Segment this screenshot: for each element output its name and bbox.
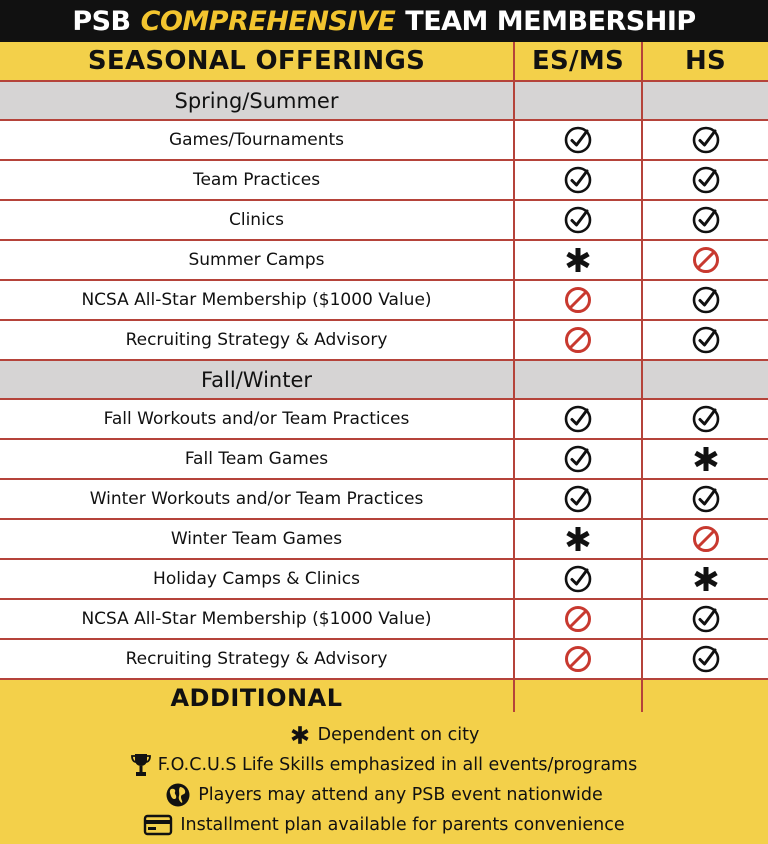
- not-included-icon: [691, 524, 721, 554]
- hs-cell: [643, 640, 768, 678]
- section-name: Fall/Winter: [0, 361, 515, 398]
- header-offerings: SEASONAL OFFERINGS: [0, 42, 515, 80]
- hs-cell: [643, 600, 768, 638]
- legend-item: [0, 780, 768, 810]
- table-row: [0, 560, 768, 600]
- legend-text: Players may attend any PSB event nationwide: [198, 785, 603, 805]
- esms-cell: [515, 161, 643, 199]
- offering-label: Team Practices: [0, 161, 515, 199]
- offering-label: Holiday Camps & Clinics: [0, 560, 515, 598]
- check-icon: [563, 404, 593, 434]
- offering-label: Recruiting Strategy & Advisory: [0, 640, 515, 678]
- check-icon: [563, 564, 593, 594]
- hs-cell: [643, 281, 768, 319]
- section-row: [0, 361, 768, 400]
- check-icon: [563, 444, 593, 474]
- check-icon: [691, 604, 721, 634]
- esms-cell: [515, 560, 643, 598]
- check-icon: [691, 404, 721, 434]
- hs-cell: [643, 560, 768, 598]
- credit-card-icon: [143, 814, 180, 836]
- table-row: [0, 161, 768, 201]
- offering-label: Fall Workouts and/or Team Practices: [0, 400, 515, 438]
- offering-label: Summer Camps: [0, 241, 515, 279]
- hs-cell: [643, 400, 768, 438]
- offering-label: Winter Workouts and/or Team Practices: [0, 480, 515, 518]
- table-row: [0, 201, 768, 241]
- offering-label: Recruiting Strategy & Advisory: [0, 321, 515, 359]
- legend-text: F.O.C.U.S Life Skills emphasized in all events/programs: [157, 755, 638, 775]
- esms-cell: [515, 640, 643, 678]
- table-row: [0, 400, 768, 440]
- hs-cell: [643, 480, 768, 518]
- check-icon: [691, 165, 721, 195]
- offering-label: Fall Team Games: [0, 440, 515, 478]
- legend-item: [0, 720, 768, 750]
- esms-cell: [515, 600, 643, 638]
- not-included-icon: [563, 325, 593, 355]
- offering-label: Clinics: [0, 201, 515, 239]
- table-row: [0, 640, 768, 680]
- legend: [0, 712, 768, 844]
- header-hs: HS: [684, 46, 727, 76]
- section-hs-cell: [643, 82, 768, 119]
- check-icon: [691, 325, 721, 355]
- table-row: [0, 520, 768, 560]
- legend-item: [0, 810, 768, 840]
- not-included-icon: [563, 644, 593, 674]
- legend-text: Dependent on city: [317, 725, 480, 745]
- esms-cell: [515, 321, 643, 359]
- section-name: Spring/Summer: [0, 82, 515, 119]
- hs-cell: [643, 241, 768, 279]
- check-icon: [563, 165, 593, 195]
- asterisk-icon: [691, 444, 721, 474]
- table-row: [0, 281, 768, 321]
- additional-esms-cell: [515, 680, 643, 715]
- esms-cell: [515, 281, 643, 319]
- hs-cell: [643, 321, 768, 359]
- table-row: [0, 600, 768, 640]
- hs-cell: [643, 201, 768, 239]
- table-row: [0, 121, 768, 161]
- check-icon: [691, 484, 721, 514]
- section-hs-cell: [643, 361, 768, 398]
- asterisk-icon: [563, 524, 593, 554]
- asterisk-icon: [289, 724, 318, 746]
- check-icon: [563, 205, 593, 235]
- asterisk-icon: [691, 564, 721, 594]
- esms-cell: [515, 400, 643, 438]
- hs-cell: [643, 121, 768, 159]
- hs-cell: [643, 520, 768, 558]
- trophy-icon: [131, 752, 158, 778]
- esms-cell: [515, 121, 643, 159]
- check-icon: [691, 125, 721, 155]
- esms-cell: [515, 201, 643, 239]
- esms-cell: [515, 520, 643, 558]
- title-suffix: TEAM MEMBERSHIP: [405, 5, 696, 37]
- page-title: [0, 0, 768, 42]
- table-row: [0, 480, 768, 520]
- check-icon: [691, 285, 721, 315]
- legend-text: Installment plan available for parents convenience: [180, 815, 625, 835]
- esms-cell: [515, 241, 643, 279]
- title-prefix: PSB: [72, 5, 131, 37]
- check-icon: [563, 484, 593, 514]
- offering-label: Games/Tournaments: [0, 121, 515, 159]
- header-esms: ES/MS: [515, 42, 643, 80]
- esms-cell: [515, 440, 643, 478]
- additional-hs-cell: [643, 680, 768, 715]
- not-included-icon: [563, 285, 593, 315]
- hs-cell: [643, 161, 768, 199]
- section-esms-cell: [515, 82, 643, 119]
- additional-label: ADDITIONAL: [0, 680, 515, 715]
- asterisk-icon: [563, 245, 593, 275]
- globe-icon: [165, 782, 198, 808]
- not-included-icon: [563, 604, 593, 634]
- not-included-icon: [691, 245, 721, 275]
- esms-cell: [515, 480, 643, 518]
- section-esms-cell: [515, 361, 643, 398]
- check-icon: [691, 644, 721, 674]
- check-icon: [691, 205, 721, 235]
- header-row: [0, 42, 768, 82]
- offering-label: Winter Team Games: [0, 520, 515, 558]
- table-row: [0, 440, 768, 480]
- hs-cell: [643, 440, 768, 478]
- offerings-table: [0, 42, 768, 717]
- table-row: [0, 321, 768, 361]
- title-accent: COMPREHENSIVE: [140, 5, 396, 37]
- offering-label: NCSA All-Star Membership ($1000 Value): [0, 600, 515, 638]
- table-row: [0, 241, 768, 281]
- offering-label: NCSA All-Star Membership ($1000 Value): [0, 281, 515, 319]
- check-icon: [563, 125, 593, 155]
- section-row: [0, 82, 768, 121]
- legend-item: [0, 750, 768, 780]
